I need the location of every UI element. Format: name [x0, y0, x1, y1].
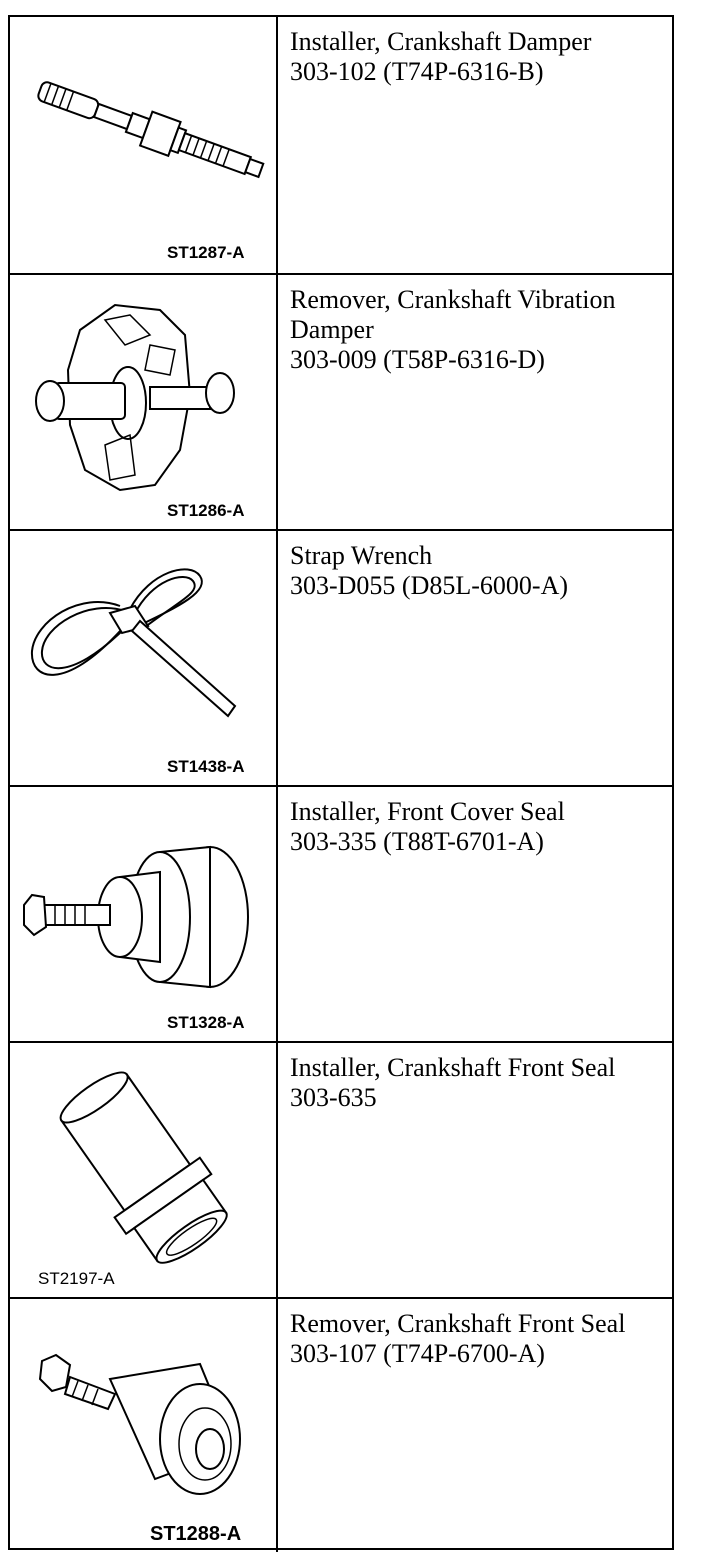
tool-row [10, 17, 672, 273]
illustration-code: ST1288-A [150, 1523, 242, 1545]
tool-name: Installer, Crankshaft Damper [290, 27, 592, 56]
tool-name: Installer, Front Cover Seal [290, 797, 565, 826]
tool-name: Remover, Crankshaft Front Seal [290, 1309, 626, 1338]
tool-number: 303-D055 (D85L-6000-A) [290, 571, 569, 600]
tool-number: 303-102 (T74P-6316-B) [290, 57, 544, 86]
tool-illustration-cell [10, 531, 278, 785]
crankshaft-damper-installer-icon [10, 17, 276, 271]
tool-row [10, 273, 672, 529]
illustration-code: ST2197-A [38, 1269, 115, 1288]
tool-description [278, 275, 672, 529]
vibration-damper-remover-icon [10, 275, 276, 529]
tool-number: 303-107 (T74P-6700-A) [290, 1339, 545, 1368]
tool-description [278, 531, 672, 785]
special-tools-table [8, 15, 674, 1550]
tool-row [10, 1041, 672, 1297]
tool-description [278, 17, 672, 273]
tool-row [10, 785, 672, 1041]
illustration-code: ST1287-A [167, 243, 245, 262]
illustration-code: ST1286-A [167, 501, 245, 520]
tool-row [10, 529, 672, 785]
tool-description [278, 1043, 672, 1297]
crankshaft-front-seal-installer-icon [10, 1043, 276, 1297]
tool-number: 303-335 (T88T-6701-A) [290, 827, 544, 856]
illustration-code: ST1328-A [167, 1013, 245, 1032]
tool-illustration-cell [10, 1043, 278, 1297]
illustration-code: ST1438-A [167, 757, 245, 776]
crankshaft-front-seal-remover-icon [10, 1299, 276, 1552]
tool-description [278, 787, 672, 1041]
front-cover-seal-installer-icon [10, 787, 276, 1041]
tool-row [10, 1297, 672, 1552]
tool-description [278, 1299, 672, 1552]
tool-name: Remover, Crankshaft Vibration Damper [290, 285, 616, 344]
tool-name: Strap Wrench [290, 541, 433, 570]
tool-illustration-cell [10, 1299, 278, 1552]
tool-number: 303-635 [290, 1083, 377, 1112]
tool-name: Installer, Crankshaft Front Seal [290, 1053, 616, 1082]
strap-wrench-icon [10, 531, 276, 785]
tool-illustration-cell [10, 787, 278, 1041]
tool-illustration-cell [10, 17, 278, 273]
tool-illustration-cell [10, 275, 278, 529]
tool-number: 303-009 (T58P-6316-D) [290, 345, 545, 374]
